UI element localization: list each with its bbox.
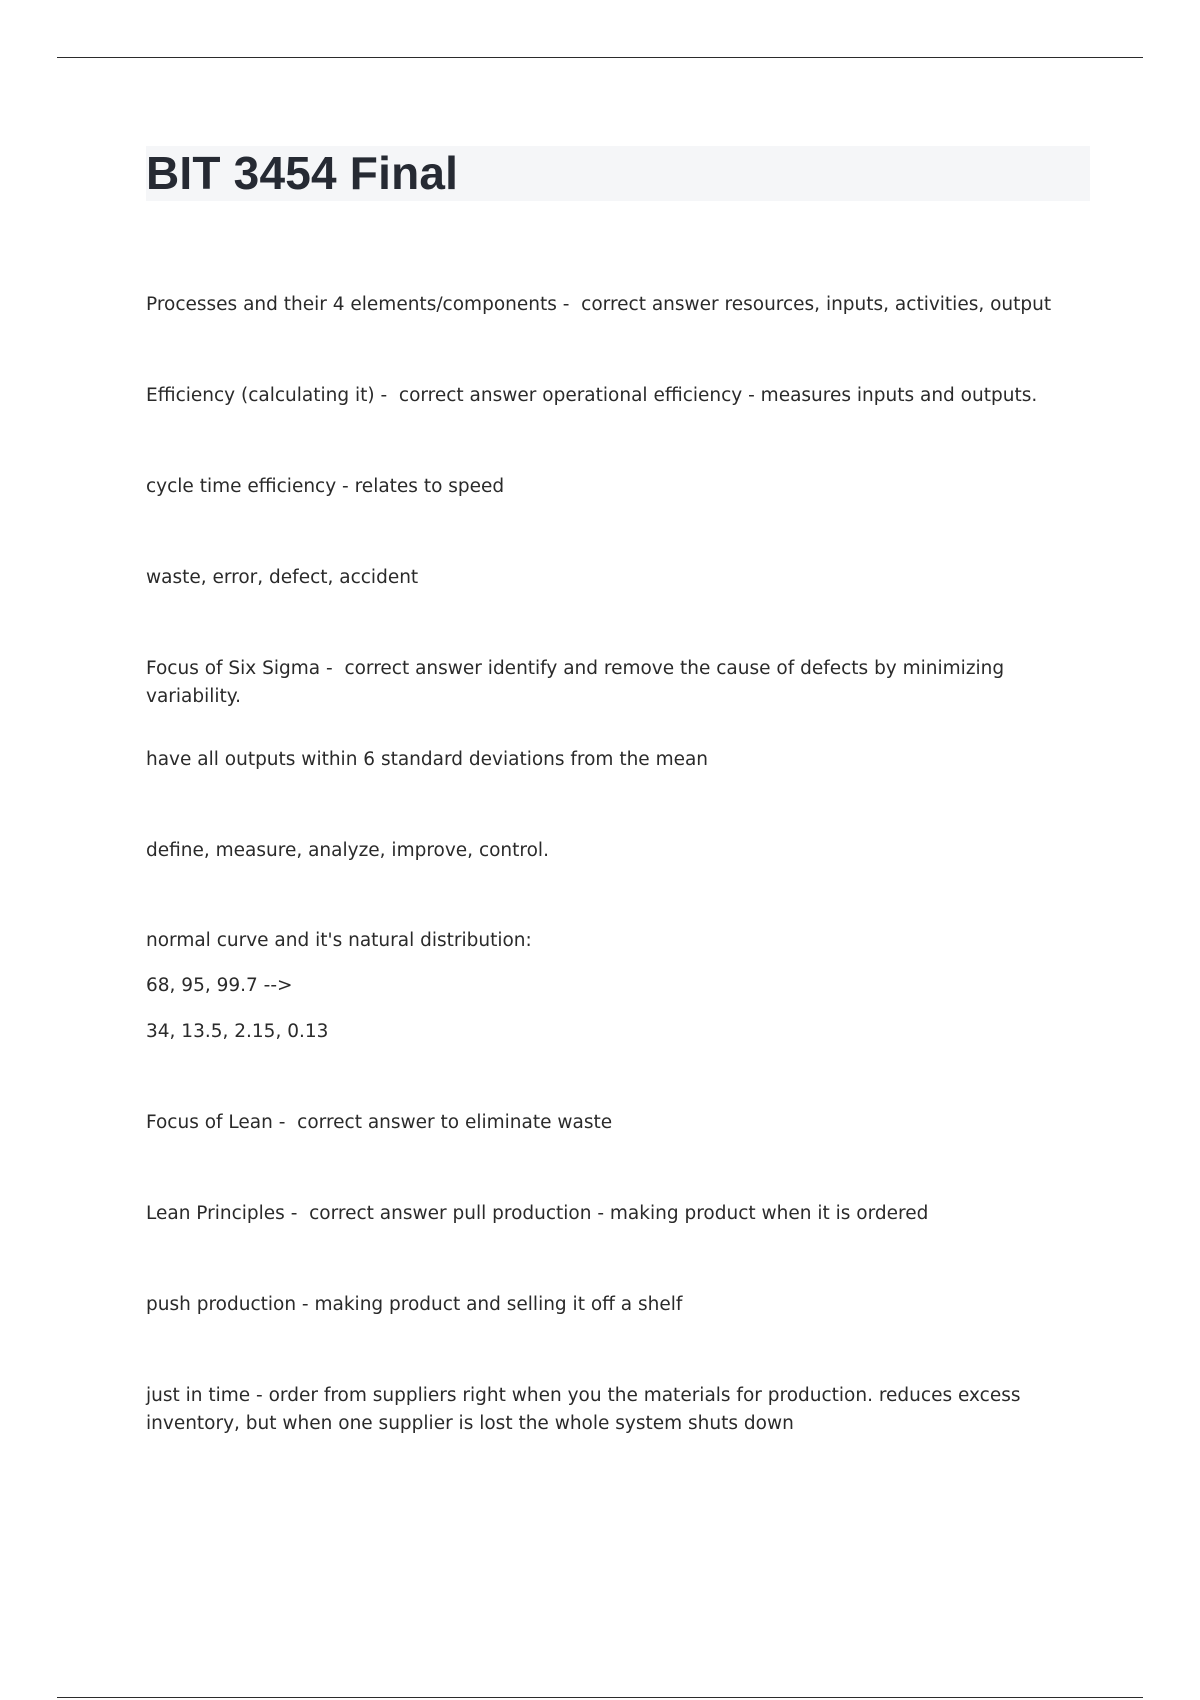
- page-title: BIT 3454 Final: [146, 147, 459, 199]
- text-line: just in time - order from suppliers right when you the materials for production. reduces excess inventory, but when one supplier is lost the whole system shuts down: [146, 1385, 1027, 1434]
- text-line: normal curve and it's natural distribution:: [146, 930, 532, 951]
- text-line: define, measure, analyze, improve, control.: [146, 840, 549, 861]
- text-line: 34, 13.5, 2.15, 0.13: [146, 1021, 329, 1042]
- text-line: Processes and their 4 elements/components - correct answer resources, inputs, activities, output: [146, 294, 1052, 315]
- text-line: push production - making product and selling it off a shelf: [146, 1294, 683, 1315]
- text-line: cycle time efficiency - relates to speed: [146, 476, 505, 497]
- text-line: waste, error, defect, accident: [146, 567, 419, 588]
- text-line: Efficiency (calculating it) - correct answer operational efficiency - measures inputs and outputs.: [146, 385, 1038, 406]
- bottom-divider: [57, 1697, 1143, 1698]
- text-line: Focus of Six Sigma - correct answer identify and remove the cause of defects by minimizing variability.: [146, 658, 1011, 707]
- top-divider: [57, 57, 1143, 58]
- text-line: 68, 95, 99.7 -->: [146, 975, 293, 996]
- text-line: have all outputs within 6 standard deviations from the mean: [146, 749, 709, 770]
- text-line: Lean Principles - correct answer pull production - making product when it is ordered: [146, 1203, 929, 1224]
- text-line: Focus of Lean - correct answer to eliminate waste: [146, 1112, 613, 1133]
